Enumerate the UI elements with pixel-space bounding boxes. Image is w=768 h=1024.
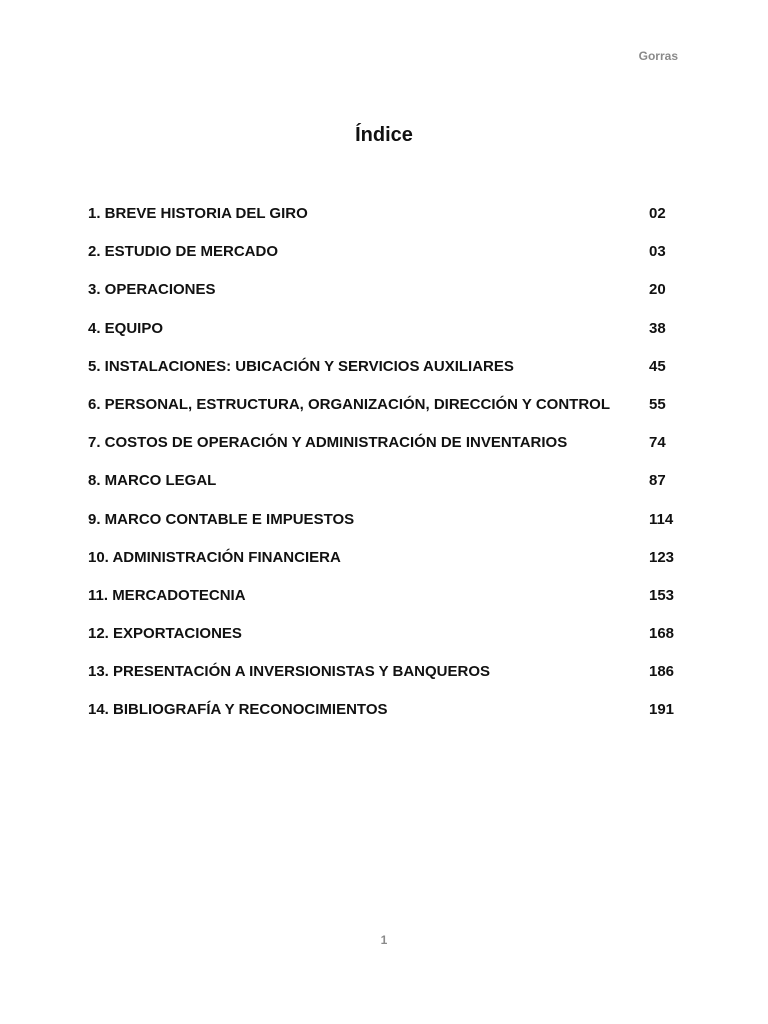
- toc-entry-page: 186: [649, 663, 675, 681]
- toc-entry[interactable]: [88, 624, 688, 662]
- toc-entry[interactable]: [88, 433, 688, 471]
- toc-entry-label: 6. PERSONAL, ESTRUCTURA, ORGANIZACIÓN, DIRECCIÓN Y CONTROL: [88, 395, 610, 413]
- toc-entry[interactable]: [88, 242, 688, 280]
- toc-entry-page: 123: [649, 548, 675, 566]
- toc-entry[interactable]: [88, 662, 688, 700]
- toc-entry-page: 20: [649, 281, 666, 299]
- toc-entry[interactable]: [88, 510, 688, 548]
- toc-entry[interactable]: [88, 319, 688, 357]
- toc-entry-page: 114: [649, 510, 674, 528]
- toc-entry-label: 7. COSTOS DE OPERACIÓN Y ADMINISTRACIÓN DE INVENTARIOS: [88, 434, 568, 452]
- toc-entry-page: 153: [649, 586, 675, 604]
- page-title: Índice: [355, 124, 413, 146]
- toc-entry-page: 02: [649, 205, 666, 222]
- toc-entry-label: 8. MARCO LEGAL: [88, 472, 217, 490]
- toc-entry-label: 13. PRESENTACIÓN A INVERSIONISTAS Y BANQUEROS: [88, 663, 491, 681]
- toc-entry-label: 2. ESTUDIO DE MERCADO: [88, 243, 279, 261]
- toc-entry[interactable]: [88, 700, 688, 738]
- toc-entry-page: 38: [649, 319, 666, 337]
- toc-entry-page: 74: [649, 434, 666, 452]
- toc-entry-page: 45: [649, 357, 666, 375]
- toc-entry[interactable]: [88, 471, 688, 509]
- toc-entry[interactable]: [88, 204, 688, 242]
- table-of-contents: [88, 204, 688, 739]
- toc-entry-page: 168: [649, 625, 675, 643]
- toc-entry-page: 87: [649, 472, 666, 490]
- toc-entry[interactable]: [88, 280, 688, 318]
- toc-entry-label: 11. MERCADOTECNIA: [88, 586, 246, 604]
- toc-entry[interactable]: [88, 395, 688, 433]
- toc-entry-label: 12. EXPORTACIONES: [88, 625, 242, 643]
- toc-entry-label: 5. INSTALACIONES: UBICACIÓN Y SERVICIOS AUXILIARES: [88, 357, 514, 375]
- toc-entry[interactable]: [88, 548, 688, 586]
- toc-entry-label: 10. ADMINISTRACIÓN FINANCIERA: [88, 548, 341, 566]
- toc-entry-page: 55: [649, 395, 666, 413]
- toc-entry[interactable]: [88, 586, 688, 624]
- toc-entry-label: 4. EQUIPO: [88, 319, 164, 337]
- running-header: Gorras: [638, 49, 678, 63]
- toc-entry-label: 1. BREVE HISTORIA DEL GIRO: [88, 205, 308, 222]
- toc-entry-page: 03: [649, 243, 666, 261]
- toc-entry-label: 9. MARCO CONTABLE E IMPUESTOS: [88, 510, 355, 528]
- toc-entry[interactable]: [88, 357, 688, 395]
- toc-entry-label: 3. OPERACIONES: [88, 281, 216, 299]
- page-number: 1: [380, 933, 388, 947]
- toc-entry-label: 14. BIBLIOGRAFÍA Y RECONOCIMIENTOS: [88, 701, 388, 719]
- toc-entry-page: 191: [649, 701, 675, 719]
